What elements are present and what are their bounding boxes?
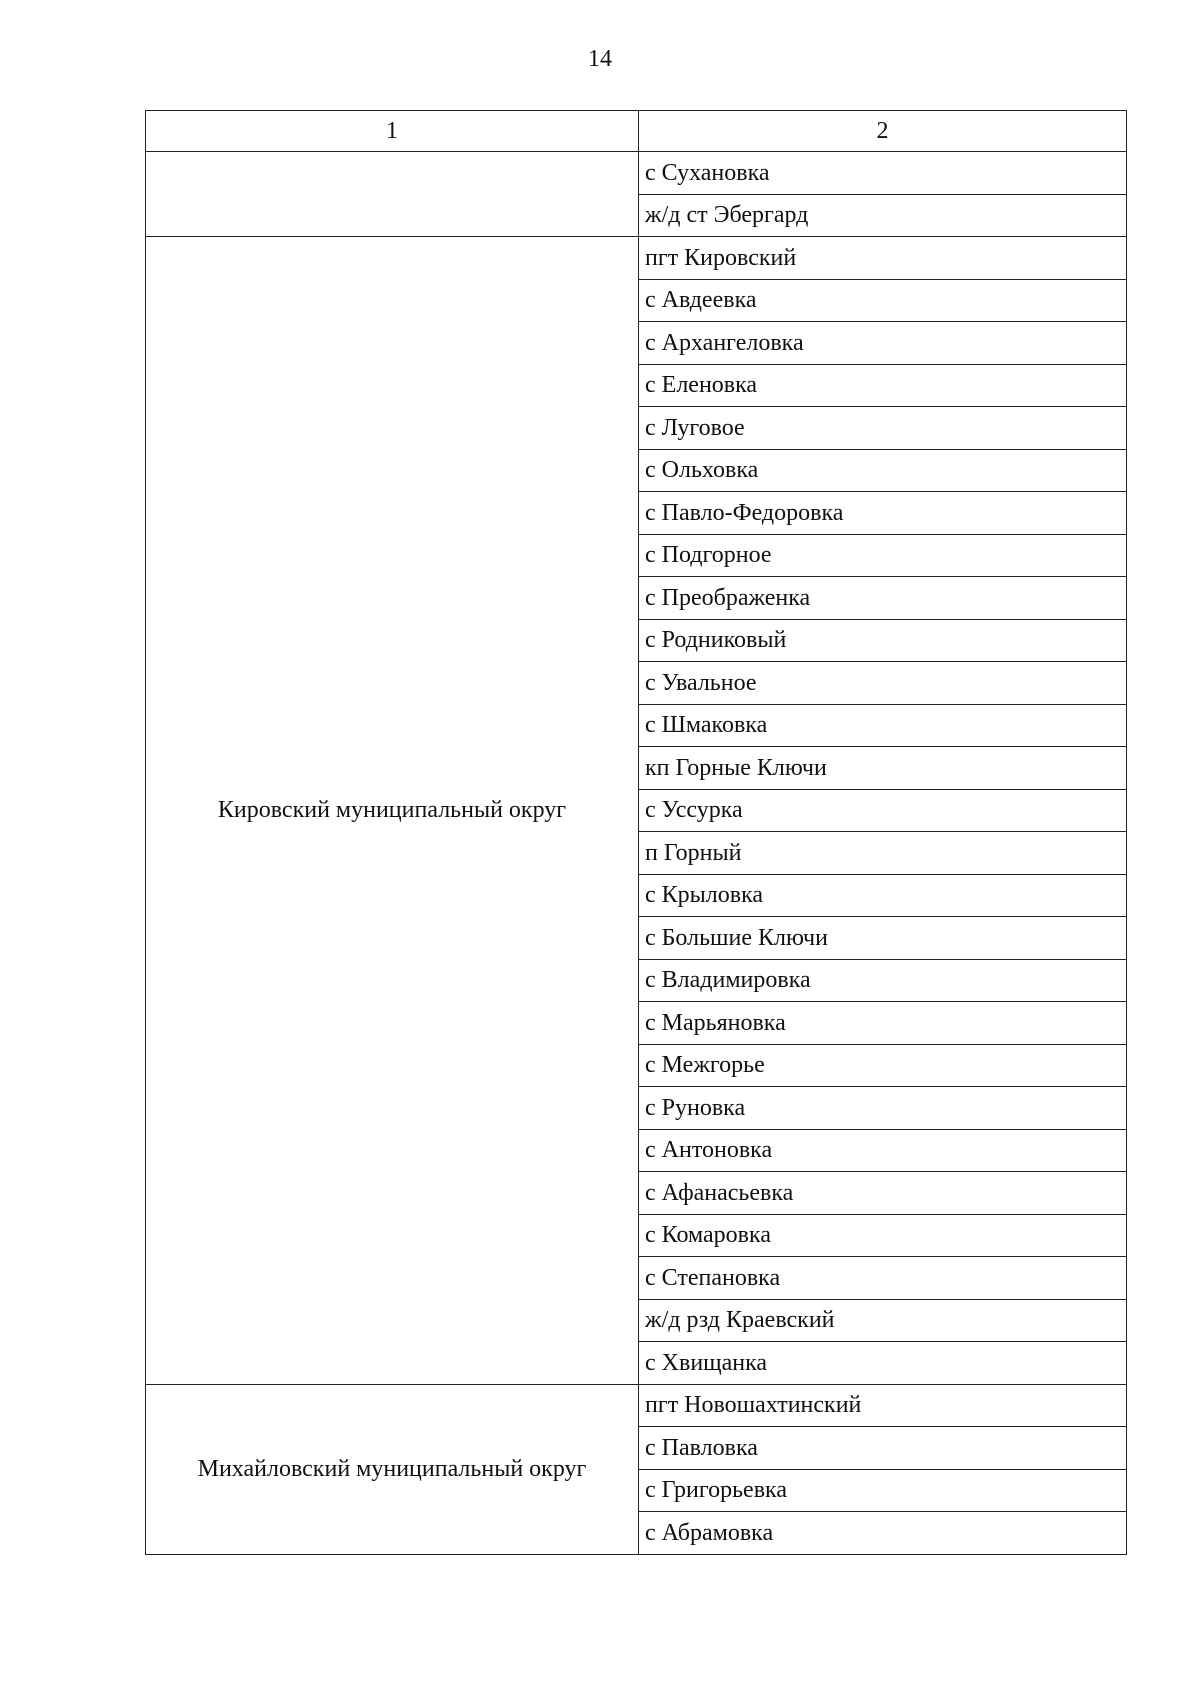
settlement-cell: с Подгорное [639, 534, 1127, 577]
settlement-cell: с Шмаковка [639, 704, 1127, 747]
settlement-cell: с Преображенка [639, 577, 1127, 620]
settlement-cell: ж/д ст Эбергард [639, 194, 1127, 237]
settlement-cell: с Архангеловка [639, 322, 1127, 365]
settlement-cell: с Степановка [639, 1257, 1127, 1300]
column-header-2: 2 [639, 111, 1127, 152]
settlement-cell: с Афанасьевка [639, 1172, 1127, 1215]
settlement-cell: с Григорьевка [639, 1469, 1127, 1512]
settlement-cell: пгт Кировский [639, 237, 1127, 280]
settlement-cell: пгт Новошахтинский [639, 1384, 1127, 1427]
settlement-cell: п Горный [639, 832, 1127, 875]
settlement-cell: ж/д рзд Краевский [639, 1299, 1127, 1342]
table-header-row [146, 111, 1127, 152]
settlement-cell: с Большие Ключи [639, 917, 1127, 960]
settlement-cell: с Луговое [639, 407, 1127, 450]
settlement-cell: с Авдеевка [639, 279, 1127, 322]
settlement-cell: кп Горные Ключи [639, 747, 1127, 790]
table-row [146, 152, 1127, 195]
settlement-cell: с Павловка [639, 1427, 1127, 1470]
settlement-cell: с Комаровка [639, 1214, 1127, 1257]
settlement-cell: с Ольховка [639, 449, 1127, 492]
settlement-cell: с Сухановка [639, 152, 1127, 195]
settlement-cell: с Антоновка [639, 1129, 1127, 1172]
settlement-cell: с Руновка [639, 1087, 1127, 1130]
district-cell [146, 152, 639, 237]
table-row [146, 237, 1127, 280]
settlement-cell: с Родниковый [639, 619, 1127, 662]
district-cell: Кировский муниципальный округ [146, 237, 639, 1385]
settlement-cell: с Владимировка [639, 959, 1127, 1002]
district-cell: Михайловский муниципальный округ [146, 1384, 639, 1554]
page-number: 14 [588, 46, 612, 72]
table-row [146, 1384, 1127, 1427]
settlement-cell: с Межгорье [639, 1044, 1127, 1087]
settlement-cell: с Марьяновка [639, 1002, 1127, 1045]
settlement-cell: с Еленовка [639, 364, 1127, 407]
settlement-cell: с Уссурка [639, 789, 1127, 832]
settlement-cell: с Крыловка [639, 874, 1127, 917]
column-header-1: 1 [146, 111, 639, 152]
settlements-table [145, 110, 1127, 1555]
table-body [146, 111, 1127, 1555]
settlement-cell: с Павло-Федоровка [639, 492, 1127, 535]
settlement-cell: с Абрамовка [639, 1512, 1127, 1555]
settlement-cell: с Увальное [639, 662, 1127, 705]
settlement-cell: с Хвищанка [639, 1342, 1127, 1385]
